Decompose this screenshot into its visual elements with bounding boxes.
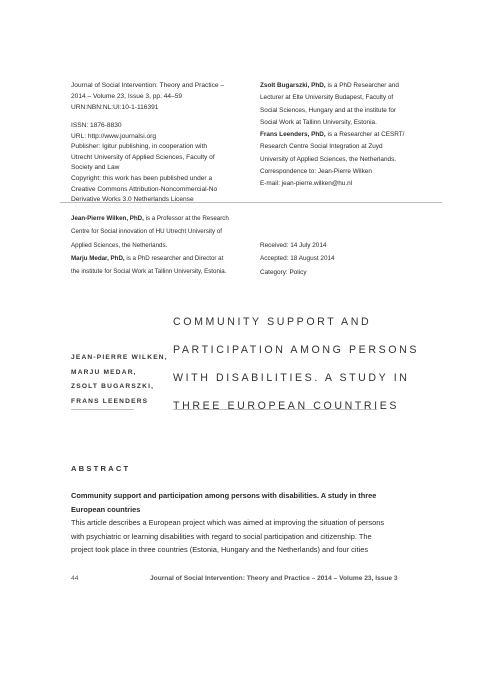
bio-text: the institute for Social Work at Tallinn University, Estonia.: [71, 268, 227, 276]
bio-text: Research Centre Social Integration at Zuyd: [260, 143, 383, 151]
article-title: [173, 308, 433, 420]
received-date: Received: 14 July 2014: [260, 242, 327, 249]
title-line: THREE EUROPEAN COUNTRIES: [173, 400, 400, 412]
running-title: Journal of Social Intervention: Theory and Practice – 2014 – Volume 23, Issue 3: [150, 575, 398, 582]
author-name: Zsolt Bugarszki, PhD,: [260, 82, 326, 89]
abstract-text-line: with psychiatric or learning disabilities with regard to social participation and citizenship. The: [71, 531, 372, 541]
publisher-line: Publisher: Igitur publishing, in cooperation with: [71, 143, 207, 151]
bio-text: is a Professor at the Research: [143, 215, 229, 222]
url: URL: http://www.journalsi.org: [71, 132, 157, 140]
article-authors: [71, 351, 171, 409]
title-line: PARTICIPATION AMONG PERSONS: [173, 344, 420, 356]
bio-text: University of Applied Sciences, the Netherlands.: [260, 155, 397, 163]
authors-underline: [71, 409, 134, 410]
bio-text: Social Work at Tallinn University, Estonia.: [260, 118, 377, 126]
bio-text: is a PhD researcher and Director at: [124, 254, 224, 262]
author: MARJU MEDAR,: [71, 368, 137, 376]
title-line: COMMUNITY SUPPORT AND: [173, 316, 372, 328]
bio-text: Applied Sciences, the Netherlands.: [71, 241, 168, 249]
copyright-line: Creative Commons Attribution-Noncommercial-No: [71, 185, 218, 193]
author-name: Frans Leenders, PhD,: [260, 131, 326, 139]
author: ZSOLT BUGARSZKI,: [71, 383, 155, 391]
bio-text: Social Sciences, Hungary and at the institute for: [260, 106, 397, 114]
publisher-line: Society and Law: [71, 164, 120, 172]
abstract-subtitle: European countries: [71, 504, 141, 514]
page-number: 44: [71, 575, 79, 582]
bio-text: is a PhD Researcher and: [325, 82, 399, 89]
author-bios-left: [71, 212, 256, 278]
bio-text: Lecturer at Elte University Budapest, Faculty of: [260, 94, 394, 102]
author: FRANS LEENDERS: [71, 397, 149, 405]
abstract-text-line: This article describes a European project which was aimed at improving the situation of persons: [71, 518, 385, 528]
title-underline: [173, 409, 377, 410]
correspondence: Correspondence to: Jean-Pierre Wilken: [260, 168, 372, 176]
journal-line: Journal of Social Intervention: Theory and Practice –: [71, 82, 225, 89]
author-bios-right: [260, 80, 430, 191]
author-name: Marju Medar, PhD,: [71, 254, 125, 262]
article-dates: [260, 239, 430, 279]
top-divider: [60, 202, 442, 203]
journal-line: URN:NBN:NL:UI:10-1-116391: [71, 104, 159, 111]
publication-info: [71, 121, 251, 206]
bio-text: is a Researcher at CESRT/: [325, 131, 405, 139]
title-line: WITH DISABILITIES. A STUDY IN: [173, 372, 410, 384]
abstract-heading: ABSTRACT: [71, 464, 131, 473]
abstract-body: [71, 489, 411, 557]
journal-citation: [71, 80, 251, 113]
abstract-subtitle: Community support and participation among persons with disabilities. A study in three: [71, 491, 377, 500]
publisher-line: Utrecht University of Applied Sciences, Faculty of: [71, 153, 215, 161]
accepted-date: Accepted: 18 August 2014: [260, 255, 335, 263]
author: JEAN-PIERRE WILKEN,: [71, 354, 168, 361]
copyright-line: Derivative Works 3.0 Netherlands License: [71, 196, 194, 204]
issn: ISSN: 1876-8830: [71, 122, 122, 129]
category: Category: Policy: [260, 268, 307, 276]
author-name: Jean-Pierre Wilken, PhD,: [71, 215, 144, 222]
journal-line: 2014 – Volume 23, Issue 3, pp. 44–59: [71, 93, 183, 100]
bio-text: Centre for Social innovation of HU Utrecht University of: [71, 228, 222, 236]
abstract-text-line: project took place in three countries (Estonia, Hungary and the Netherlands) and four cities: [71, 545, 369, 555]
copyright-line: Copyright: this work has been published under a: [71, 174, 213, 182]
email: E-mail: jean-pierre.wilken@hu.nl: [260, 180, 353, 188]
